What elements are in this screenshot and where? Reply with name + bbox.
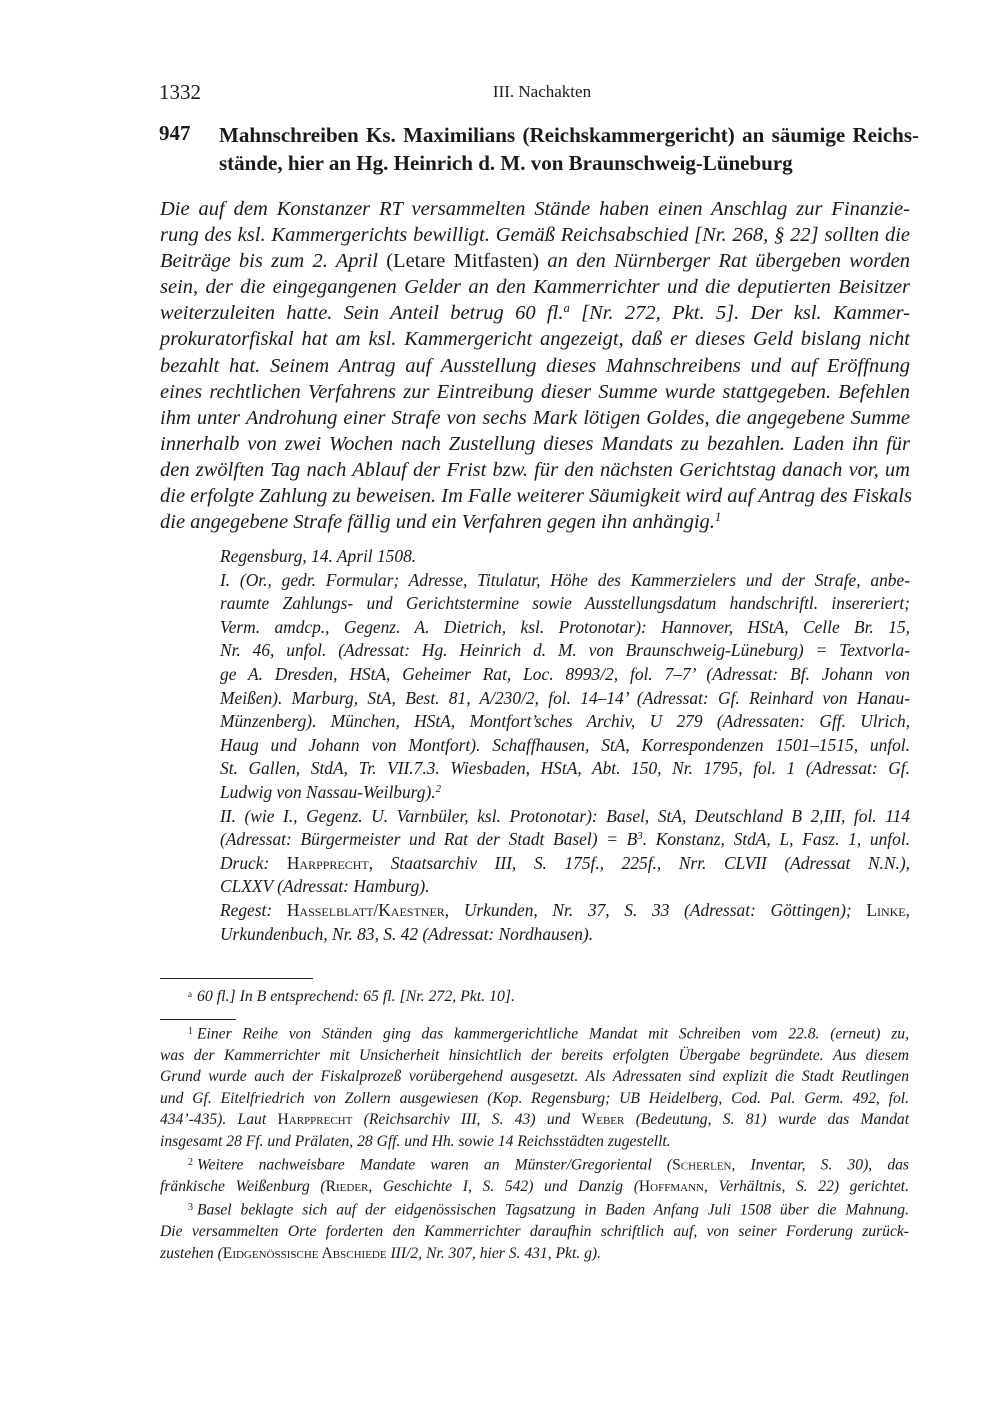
footnote-ref-1[interactable]: 1	[714, 510, 722, 525]
summary-line: prokuratorfiskal hat am ksl. Kammergericht angezeigt, daß er dieses Geld bislang nicht	[160, 328, 910, 351]
source-line: Urkundenbuch, Nr. 83, S. 42 (Adressat: Nordhausen).	[220, 923, 594, 944]
source-line: Ludwig von Nassau-Weilburg).$^2$	[220, 781, 442, 802]
print-edition-line: Druck: Harpprecht, Staatsarchiv III, S. 175f., 225f., Nrr. CLVII (Adressat N.N.),	[220, 852, 910, 873]
source-line: Haug und Johann von Montfort). Schaffhausen, StA, Korrespondenzen 1501–1515, unfol.	[220, 734, 910, 755]
summary-line: weiterzuleiten hatte. Sein Anteil betrug 60 fl.$^a$ [Nr. 272, Pkt. 5]. Der ksl. Kammer-	[160, 301, 910, 325]
source-line: Verm. amdcp., Gegenz. A. Dietrich, ksl. Protonotar): Hannover, HStA, Celle Br. 15,	[220, 616, 910, 637]
summary-line: Beiträge bis zum 2. April (Letare Mitfasten) an den Nürnberger Rat übergeben worden	[160, 250, 911, 273]
running-head: III. Nachakten	[492, 82, 592, 101]
textual-note-ref-a[interactable]: a	[563, 301, 570, 316]
summary-line: innerhalb von zwei Wochen nach Zustellung dieses Mandats zu bezahlen. Laden ihn für	[160, 432, 910, 455]
footnote-2: $^2$ Weitere nachweisbare Mandate waren an Münster/Gregoriental (Scherlen, Inventar, S. 30), das	[188, 1156, 909, 1174]
footnote-divider	[160, 1019, 236, 1020]
source-apparatus	[220, 545, 910, 946]
summary-line: eines rechtlichen Verfahrens zur Eintreibung dieser Summe wurde stattgegeben. Befehlen	[160, 380, 910, 403]
source-line: Meißen). Marburg, StA, Best. 81, A/230/2, fol. 14–14’ (Adressat: Gf. Reinhard von Hanau-	[220, 687, 910, 708]
note-marker: a	[188, 989, 192, 999]
date-annotation: (Letare Mitfasten)	[386, 250, 540, 273]
footnote-line: 434’-435). Laut Harpprecht (Reichsarchiv III, S. 43) und Weber (Bedeutung, S. 81) wurde das Mandat	[160, 1111, 910, 1129]
source-line: I. (Or., gedr. Formular; Adresse, Titulatur, Höhe des Kammerzielers und der Strafe, anbe-	[220, 569, 910, 590]
footnote-line: zustehen (Eidgenössische Abschiede III/2, Nr. 307, hier S. 431, Pkt. g).	[160, 1244, 601, 1262]
summary-line: ihm unter Androhung einer Strafe von sechs Mark lötigen Goldes, die angegebene Summe	[160, 406, 910, 429]
document-summary	[160, 196, 910, 535]
textual-note-a: $^a$ 60 fl.] In B entsprechend: 65 fl. [Nr. 272, Pkt. 10].	[188, 988, 515, 1006]
source-line: St. Gallen, StdA, Tr. VII.7.3. Wiesbaden, HStA, Abt. 150, Nr. 1795, fol. 1 (Adressat: Gf.	[220, 758, 910, 779]
source-line: II. (wie I., Gegenz. U. Varnbüler, ksl. Protonotar): Basel, StA, Deutschland B 2,III, fol. 114	[220, 805, 910, 826]
summary-line: die angegebene Strafe fällig und ein Verfahren gegen ihn anhängig.$^1$	[160, 510, 722, 534]
footnote-1: $^1$ Einer Reihe von Ständen ging das kammergerichtliche Mandat mit Schreiben vom 22.8. (erneut) zu,	[188, 1025, 909, 1043]
footnote-ref-2[interactable]: 2	[435, 783, 442, 796]
page-number: 1332	[159, 80, 201, 104]
author-name: Harpprecht,	[286, 852, 374, 873]
footnote-line: Die versammelten Orte forderten den Kammerrichter daraufhin schriftlich auf, von seiner Forderung zurück-	[160, 1223, 909, 1241]
summary-line: bezahlt hat. Seinem Antrag auf Ausstellung dieses Mahnschreibens und auf Eröffnung	[160, 354, 910, 377]
source-line: raumte Zahlungs- und Gerichtstermine sowie Ausstellungsdatum handschriftl. insereriert;	[220, 593, 910, 614]
source-line: ge A. Dresden, HStA, Geheimer Rat, Loc. 8993/2, fol. 7–7’ (Adressat: Bf. Johann von	[220, 663, 910, 684]
document-title	[219, 121, 919, 177]
author-name: Hasselblatt/Kaestner,	[286, 899, 450, 920]
summary-line: sein, der die eingegangenen Gelder an den Kammerrichter und die deputierten Beisitzer	[160, 276, 910, 299]
source-line: CLXXV (Adressat: Hamburg).	[220, 876, 430, 897]
footnote-ref-3[interactable]: 3	[637, 830, 643, 843]
summary-line: Die auf dem Konstanzer RT versammelten Stände haben einen Anschlag zur Finanzie-	[160, 198, 910, 220]
title-line: stände, hier an Hg. Heinrich d. M. von Braunschweig-Lüneburg	[219, 151, 793, 175]
footnote-line: fränkische Weißenburg (Rieder, Geschichte I, S. 542) und Danzig (Hoffmann, Verhältnis, S. 22) gerichtet.	[160, 1177, 910, 1195]
source-line: Münzenberg). München, HStA, Montfort’sches Archiv, U 279 (Adressaten: Gff. Ulrich,	[220, 711, 910, 732]
footnotes	[160, 1021, 909, 1264]
footnote-3: $^3$ Basel beklagte sich auf der eidgenössischen Tagsatzung in Baden Anfang Juli 1508 über die Mahnung.	[188, 1201, 909, 1219]
summary-line: den zwölften Tag nach Ablauf der Frist bzw. für den nächsten Gerichtstag danach vor, um	[160, 458, 910, 481]
summary-line: rung des ksl. Kammergerichts bewilligt. Gemäß Reichsabschied [Nr. 268, § 22] sollten die	[160, 224, 910, 247]
document-number: 947	[159, 121, 191, 145]
footnote-line: insgesamt 28 Ff. und Prälaten, 28 Gff. und Hh. sowie 14 Reichsstädten zugestellt.	[160, 1132, 671, 1150]
source-line: Nr. 46, unfol. (Adressat: Hg. Heinrich d. M. von Braunschweig-Lüneburg) = Textvorla-	[220, 640, 910, 661]
summary-line: die erfolgte Zahlung zu beweisen. Im Falle weiterer Säumigkeit wird auf Antrag des Fiskals	[160, 485, 912, 508]
footnote-line: und Gf. Eitelfriedrich von Zollern ausgewiesen (Kop. Regensburg; UB Heidelberg, Cod. Pal. Germ. 492, fol.	[160, 1089, 909, 1107]
footnote-line: Grund wurde auch der Fiskalprozeß vorübergehend ausgesetzt. Als Adressaten sind explizit die Stadt Reutlingen	[160, 1068, 909, 1086]
title-line: Mahnschreiben Ks. Maximilians (Reichskammergericht) an säumige Reichs-	[219, 123, 919, 147]
author-name: Linke,	[866, 899, 910, 920]
footnote-divider	[160, 978, 313, 979]
footnote-line: was der Kammerrichter mit Unsicherheit hinsichtlich der bereits erfolgten Übergabe begründete. Aus diesem	[160, 1046, 909, 1064]
regest-line: Regest: Hasselblatt/Kaestner, Urkunden, Nr. 37, S. 33 (Adressat: Göttingen); Linke,	[220, 899, 910, 920]
source-line: (Adressat: Bürgermeister und Rat der Stadt Basel) = $B^3$. Konstanz, StdA, L, Fasz. 1, unfol.	[220, 829, 910, 850]
date-place: Regensburg, 14. April 1508.	[220, 546, 417, 566]
